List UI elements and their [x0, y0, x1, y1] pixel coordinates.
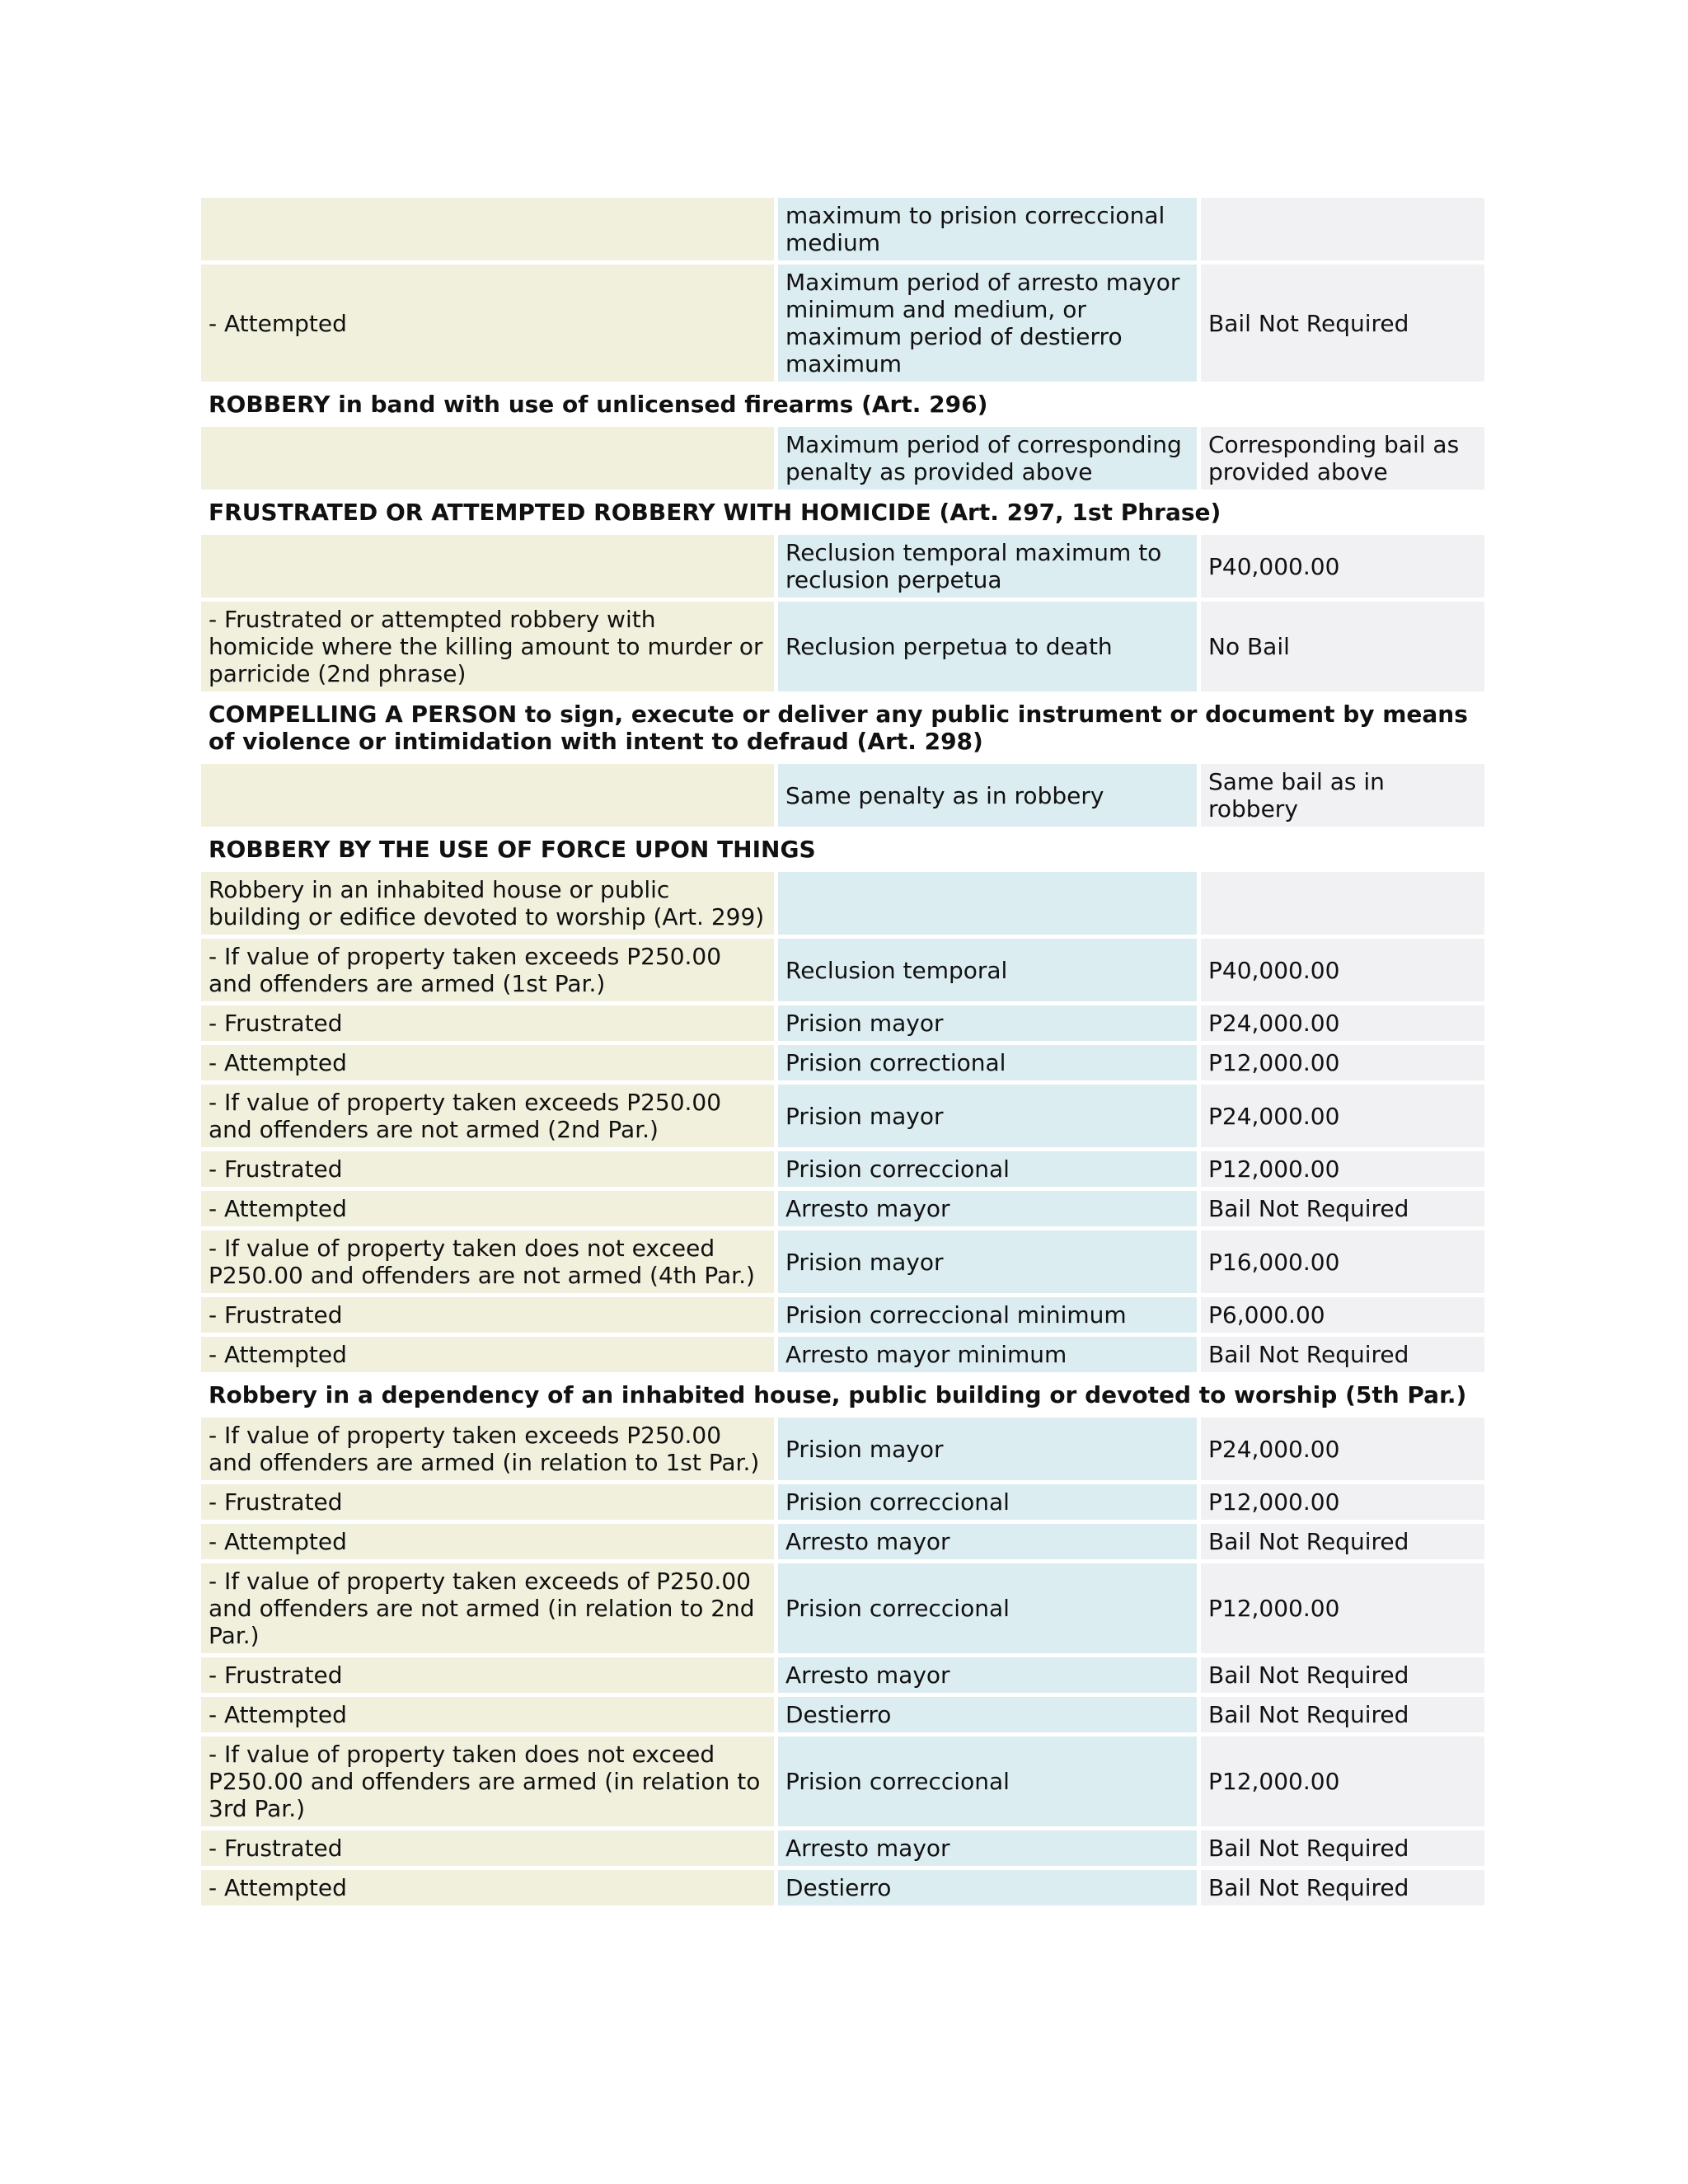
offense-cell: - Attempted [201, 1697, 774, 1732]
section-header-row [201, 831, 1484, 868]
offense-cell: - Frustrated [201, 1657, 774, 1693]
penalty-cell: Prision correccional [778, 1736, 1197, 1826]
bail-cell: Bail Not Required [1201, 1870, 1484, 1905]
offense-cell: - If value of property taken exceeds of P250.00 and offenders are not armed (in relation to 2nd Par.) [201, 1563, 774, 1653]
offense-cell: - If value of property taken does not exceed P250.00 and offenders are not armed (4th Par.) [201, 1230, 774, 1293]
bail-cell: No Bail [1201, 602, 1484, 691]
table-row [201, 1230, 1484, 1293]
penalty-cell: Reclusion temporal [778, 939, 1197, 1001]
offense-cell [201, 535, 774, 598]
table-row [201, 1736, 1484, 1826]
table-row [201, 939, 1484, 1001]
penalty-cell: Maximum period of corresponding penalty as provided above [778, 427, 1197, 490]
penalty-cell: Prision correccional minimum [778, 1297, 1197, 1333]
table-row [201, 1005, 1484, 1041]
section-title: FRUSTRATED OR ATTEMPTED ROBBERY WITH HOMICIDE (Art. 297, 1st Phrase) [201, 494, 1484, 531]
offense-cell [201, 764, 774, 827]
bail-cell: Same bail as in robbery [1201, 764, 1484, 827]
table-row [201, 1830, 1484, 1866]
table-row [201, 1563, 1484, 1653]
penalty-cell: Arresto mayor [778, 1191, 1197, 1226]
offense-cell: - Frustrated [201, 1297, 774, 1333]
bail-cell: P24,000.00 [1201, 1418, 1484, 1480]
offense-cell [201, 198, 774, 260]
section-header-row [201, 386, 1484, 423]
bail-cell [1201, 198, 1484, 260]
bail-cell: P6,000.00 [1201, 1297, 1484, 1333]
offense-cell: - Frustrated [201, 1830, 774, 1866]
section-header-row [201, 1376, 1484, 1413]
section-header-row [201, 696, 1484, 760]
offense-cell: - Attempted [201, 265, 774, 382]
penalty-cell: Arresto mayor minimum [778, 1337, 1197, 1372]
offense-cell: - Frustrated [201, 1484, 774, 1520]
bail-cell: Bail Not Required [1201, 1697, 1484, 1732]
bail-cell: Bail Not Required [1201, 265, 1484, 382]
bail-cell: P12,000.00 [1201, 1484, 1484, 1520]
table-row [201, 265, 1484, 382]
bail-cell: P24,000.00 [1201, 1005, 1484, 1041]
section-title: ROBBERY in band with use of unlicensed firearms (Art. 296) [201, 386, 1484, 423]
penalty-cell: Destierro [778, 1697, 1197, 1732]
penalty-cell: Prision mayor [778, 1085, 1197, 1147]
penalty-cell [778, 872, 1197, 935]
penalty-cell: Prision correccional [778, 1563, 1197, 1653]
table-row [201, 1870, 1484, 1905]
bail-cell: P12,000.00 [1201, 1736, 1484, 1826]
section-title: ROBBERY BY THE USE OF FORCE UPON THINGS [201, 831, 1484, 868]
bail-cell: Bail Not Required [1201, 1830, 1484, 1866]
offense-cell: - Frustrated or attempted robbery with homicide where the killing amount to murder or parricide (2nd phrase) [201, 602, 774, 691]
penalty-cell: Maximum period of arresto mayor minimum and medium, or maximum period of destierro maximum [778, 265, 1197, 382]
penalty-cell: Destierro [778, 1870, 1197, 1905]
section-header-row [201, 494, 1484, 531]
penalty-cell: Prision correctional [778, 1045, 1197, 1080]
bail-cell: Bail Not Required [1201, 1191, 1484, 1226]
penalty-cell: Reclusion temporal maximum to reclusion perpetua [778, 535, 1197, 598]
table-row [201, 1524, 1484, 1559]
bail-cell: P24,000.00 [1201, 1085, 1484, 1147]
table-row [201, 1337, 1484, 1372]
table-row [201, 764, 1484, 827]
table-row [201, 602, 1484, 691]
offense-cell: - If value of property taken exceeds P250.00 and offenders are armed (in relation to 1st Par.) [201, 1418, 774, 1480]
bail-cell: P16,000.00 [1201, 1230, 1484, 1293]
penalty-cell: Prision correccional [778, 1484, 1197, 1520]
bail-cell: Bail Not Required [1201, 1657, 1484, 1693]
penalty-cell: Reclusion perpetua to death [778, 602, 1197, 691]
table-row [201, 1697, 1484, 1732]
table-row [201, 1045, 1484, 1080]
table-row [201, 1297, 1484, 1333]
table-row [201, 1657, 1484, 1693]
bail-cell [1201, 872, 1484, 935]
offense-cell: - Attempted [201, 1524, 774, 1559]
penalty-cell: Prision mayor [778, 1005, 1197, 1041]
offense-cell: - Attempted [201, 1045, 774, 1080]
table-row [201, 535, 1484, 598]
bail-cell: Corresponding bail as provided above [1201, 427, 1484, 490]
penalty-cell: Prision correccional [778, 1151, 1197, 1187]
table-row [201, 1418, 1484, 1480]
table-row [201, 1484, 1484, 1520]
bail-cell: Bail Not Required [1201, 1337, 1484, 1372]
bail-cell: P40,000.00 [1201, 535, 1484, 598]
offense-cell: - Frustrated [201, 1005, 774, 1041]
penalty-cell: Arresto mayor [778, 1657, 1197, 1693]
offense-cell: - Attempted [201, 1337, 774, 1372]
offense-cell: - Attempted [201, 1870, 774, 1905]
penalty-cell: Prision mayor [778, 1418, 1197, 1480]
bail-cell: Bail Not Required [1201, 1524, 1484, 1559]
table-row [201, 1191, 1484, 1226]
table-row [201, 1085, 1484, 1147]
table-row [201, 872, 1484, 935]
penalty-cell: Arresto mayor [778, 1524, 1197, 1559]
bail-schedule-table [197, 194, 1489, 1910]
offense-cell: Robbery in an inhabited house or public building or edifice devoted to worship (Art. 299) [201, 872, 774, 935]
table-row [201, 427, 1484, 490]
table-row [201, 198, 1484, 260]
penalty-cell: Same penalty as in robbery [778, 764, 1197, 827]
penalty-cell: Prision mayor [778, 1230, 1197, 1293]
bail-cell: P12,000.00 [1201, 1563, 1484, 1653]
section-title: COMPELLING A PERSON to sign, execute or deliver any public instrument or document by means of violence or intimidation with intent to defraud (Art. 298) [201, 696, 1484, 760]
penalty-cell: maximum to prision correccional medium [778, 198, 1197, 260]
bail-cell: P40,000.00 [1201, 939, 1484, 1001]
offense-cell [201, 427, 774, 490]
offense-cell: - If value of property taken does not exceed P250.00 and offenders are armed (in relation to 3rd Par.) [201, 1736, 774, 1826]
offense-cell: - If value of property taken exceeds P250.00 and offenders are armed (1st Par.) [201, 939, 774, 1001]
bail-cell: P12,000.00 [1201, 1151, 1484, 1187]
offense-cell: - Frustrated [201, 1151, 774, 1187]
penalty-cell: Arresto mayor [778, 1830, 1197, 1866]
offense-cell: - If value of property taken exceeds P250.00 and offenders are not armed (2nd Par.) [201, 1085, 774, 1147]
offense-cell: - Attempted [201, 1191, 774, 1226]
section-title: Robbery in a dependency of an inhabited house, public building or devoted to worship (5th Par.) [201, 1376, 1484, 1413]
table-row [201, 1151, 1484, 1187]
document-page [201, 198, 1489, 1905]
table-body [201, 198, 1484, 1905]
bail-cell: P12,000.00 [1201, 1045, 1484, 1080]
